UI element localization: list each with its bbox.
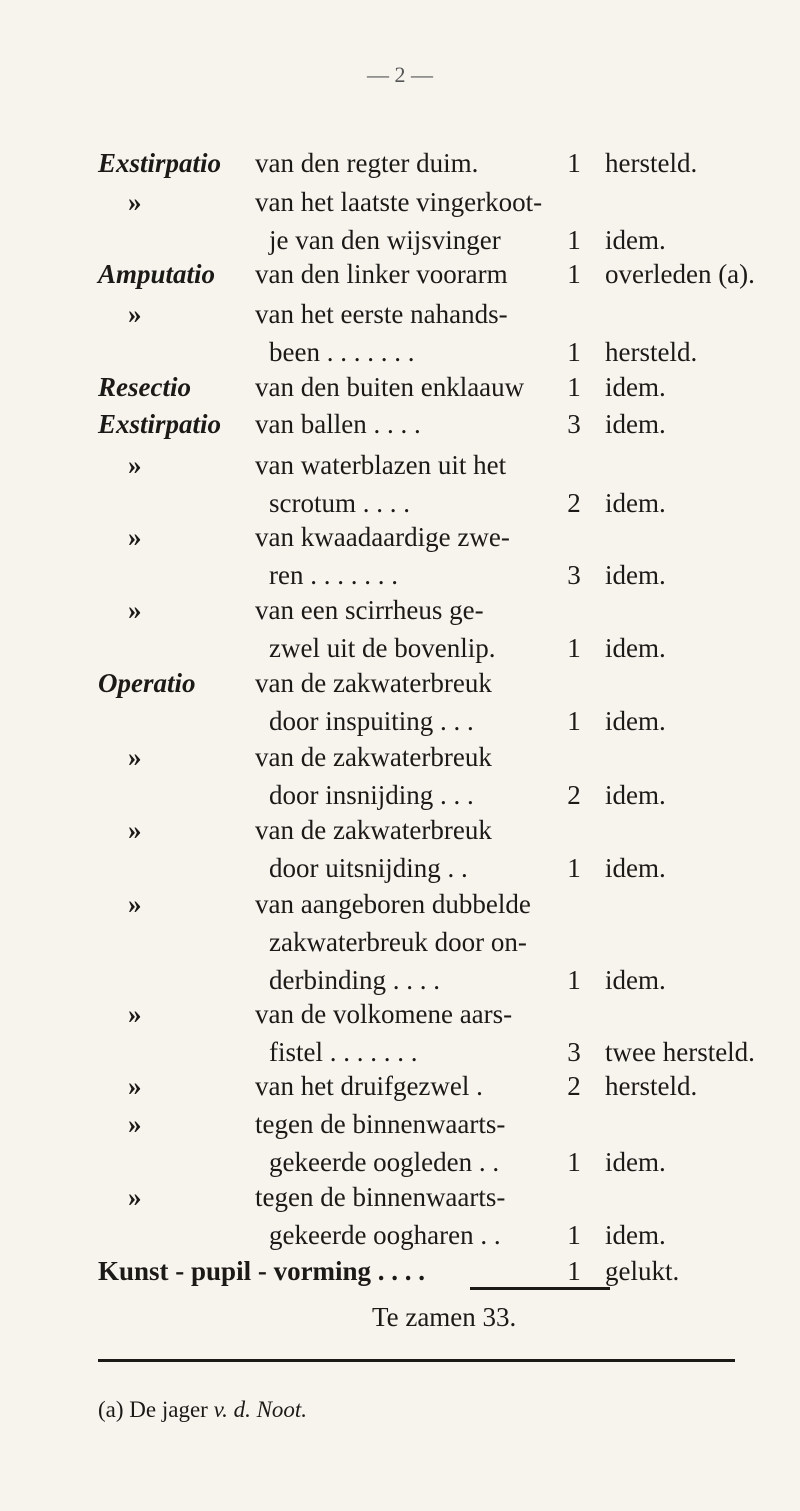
footnote-signature: v. d. Noot. (213, 1397, 308, 1422)
description-line: je van den wijsvinger (269, 225, 501, 255)
entry-result: idem. (605, 780, 666, 810)
entry-count: 1 (567, 148, 581, 178)
entry-description (255, 301, 508, 377)
entry-result: idem. (605, 488, 666, 518)
description-line: door insnijding . . . (269, 780, 474, 810)
entry-heading: Kunst - pupil - vorming . . . . (98, 1256, 426, 1286)
description-line: van den regter duim. (255, 148, 479, 178)
entry-result: idem. (605, 706, 666, 736)
description-line: van de zakwaterbreuk (255, 815, 492, 845)
entry-count: 2 (567, 780, 581, 810)
entry-count: 1 (567, 965, 581, 995)
ditto-mark: » (128, 595, 142, 625)
entry-description (255, 817, 492, 893)
entry-description (255, 524, 510, 600)
ditto-mark: » (128, 450, 142, 480)
entry-description (255, 670, 492, 746)
description-line: van ballen . . . . (255, 409, 421, 439)
entry-count: 1 (567, 706, 581, 736)
description-line: van de zakwaterbreuk (255, 668, 492, 698)
description-line: van den buiten enklaauw (255, 372, 525, 402)
entry-count: 1 (567, 1147, 581, 1177)
entry-heading: Resectio (98, 372, 191, 402)
ditto-mark: » (128, 522, 142, 552)
ditto-mark: » (128, 999, 142, 1029)
entry-description (255, 411, 421, 449)
ditto-mark: » (128, 187, 142, 217)
description-line: gekeerde oogleden . . (269, 1147, 500, 1177)
footnote-marker: (a) (98, 1397, 124, 1422)
entry-result: idem. (605, 853, 666, 883)
ditto-mark: » (128, 815, 142, 845)
description-line: van de volkomene aars- (255, 999, 513, 1029)
ditto-mark: » (128, 1071, 142, 1101)
entry-count: 2 (567, 1071, 581, 1101)
entry-heading: Operatio (98, 668, 196, 698)
ditto-mark: » (128, 299, 142, 329)
entry-result: idem. (605, 560, 666, 590)
entry-result: hersteld. (605, 1071, 698, 1101)
entry-result: hersteld. (605, 148, 698, 178)
entry-description (255, 597, 495, 673)
footnote (98, 1397, 307, 1423)
description-line: van het druifgezwel . (255, 1071, 483, 1101)
entry-description (255, 891, 531, 1005)
entry-count: 1 (567, 853, 581, 883)
description-line: scrotum . . . . (269, 488, 410, 518)
entry-count: 1 (567, 259, 581, 289)
entry-result: idem. (605, 409, 666, 439)
ditto-mark: » (128, 889, 142, 919)
description-line: van de zakwaterbreuk (255, 742, 492, 772)
description-line: ren . . . . . . . (269, 560, 398, 590)
entry-result: twee hersteld. (605, 1037, 755, 1067)
entry-description (255, 744, 492, 820)
entry-count: 3 (567, 560, 581, 590)
entry-heading: Amputatio (98, 259, 216, 289)
total-line: Te zamen 33. (372, 1302, 517, 1332)
entry-result: idem. (605, 633, 666, 663)
description-line: van het laatste vingerkoot- (255, 187, 543, 217)
entry-count: 1 (567, 337, 581, 367)
entry-count: 1 (567, 633, 581, 663)
entry-count: 2 (567, 488, 581, 518)
description-line: van een scirrheus ge- (255, 595, 484, 625)
entry-result: idem. (605, 1147, 666, 1177)
entry-description (255, 150, 478, 188)
entry-description (255, 1073, 483, 1111)
entry-count: 1 (567, 1256, 581, 1286)
description-line: door uitsnijding . . (269, 853, 468, 883)
description-line: tegen de binnenwaarts- (255, 1182, 506, 1212)
entry-description (255, 374, 524, 412)
description-line: van waterblazen uit het (255, 450, 507, 480)
description-line: fistel . . . . . . . (269, 1037, 418, 1067)
description-line: van den linker voorarm (255, 259, 508, 289)
entry-description (255, 1184, 505, 1260)
entry-count: 3 (567, 1037, 581, 1067)
description-line: van aangeboren dubbelde (255, 889, 531, 919)
description-line: gekeerde oogharen . . (269, 1220, 501, 1250)
description-line: zakwaterbreuk door on- (269, 927, 527, 957)
ditto-mark: » (128, 1182, 142, 1212)
entry-description (255, 261, 508, 299)
description-line: derbinding . . . . (269, 965, 440, 995)
entry-description (255, 1111, 505, 1187)
entry-result: gelukt. (605, 1256, 680, 1286)
entry-result: overleden (a). (605, 259, 755, 289)
entry-count: 1 (567, 225, 581, 255)
entry-result: idem. (605, 225, 666, 255)
description-line: zwel uit de bovenlip. (269, 633, 496, 663)
entry-description (255, 189, 542, 265)
entry-result: hersteld. (605, 337, 698, 367)
ditto-mark: » (128, 742, 142, 772)
footnote-rule (98, 1359, 735, 1362)
page-number: — 2 — (367, 62, 433, 87)
entry-description (255, 452, 506, 528)
entry-count: 3 (567, 409, 581, 439)
entry-result: idem. (605, 1220, 666, 1250)
description-line: door inspuiting . . . (269, 706, 474, 736)
entry-result: idem. (605, 965, 666, 995)
description-line: been . . . . . . . (269, 337, 415, 367)
ditto-mark: » (128, 1109, 142, 1139)
total-rule (470, 1287, 610, 1290)
entry-heading: Exstirpatio (98, 409, 222, 439)
description-line: van kwaadaardige zwe- (255, 522, 510, 552)
description-line: van het eerste nahands- (255, 299, 508, 329)
entry-heading: Exstirpatio (98, 148, 222, 178)
entry-result: idem. (605, 372, 666, 402)
entry-count: 1 (567, 1220, 581, 1250)
entry-count: 1 (567, 372, 581, 402)
entry-description (255, 1001, 512, 1077)
footnote-text: De jager (129, 1397, 208, 1422)
description-line: tegen de binnenwaarts- (255, 1109, 506, 1139)
